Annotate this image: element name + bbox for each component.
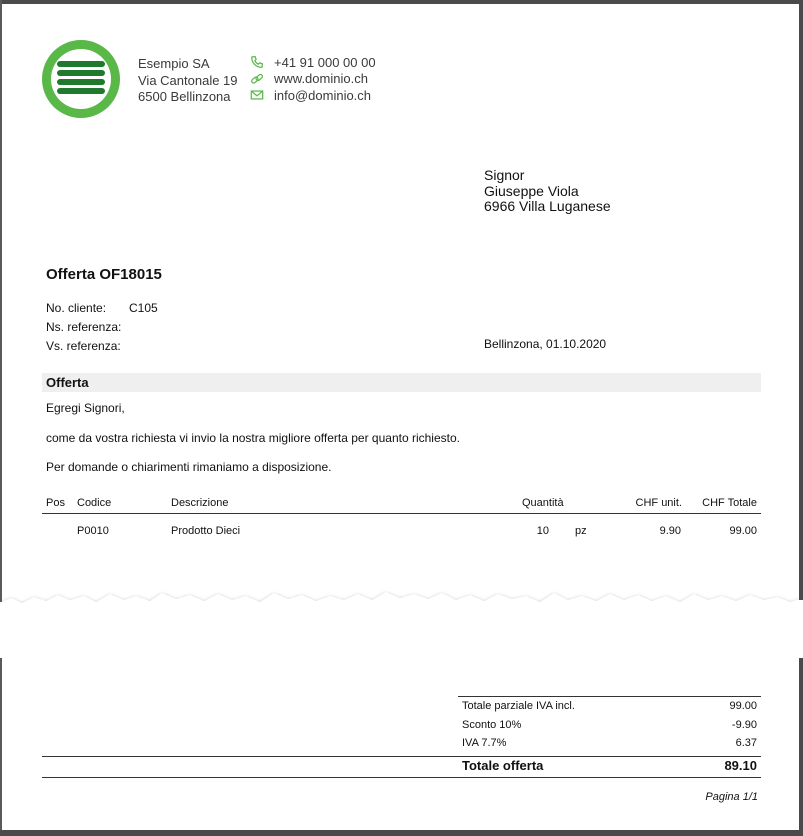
recipient-address [484, 168, 611, 215]
grand-total-label: Totale offerta [462, 758, 544, 773]
items-table-header [42, 497, 761, 514]
contact-email[interactable] [250, 87, 376, 104]
col-header-pos: Pos [46, 497, 65, 509]
cell-unit: pz [575, 525, 587, 537]
table-row [42, 525, 761, 541]
meta-label: Ns. referenza: [46, 320, 122, 334]
totals-row [458, 734, 761, 753]
col-header-total: CHF Totale [702, 497, 757, 509]
totals-row [458, 716, 761, 735]
document-date: Bellinzona, 01.10.2020 [484, 337, 607, 351]
contact-phone [250, 54, 376, 71]
totals-table [458, 696, 761, 753]
recipient-name: Giuseppe Viola [484, 182, 579, 199]
contact-website[interactable] [250, 71, 376, 88]
envelope-icon [250, 88, 264, 102]
meta-row [46, 299, 158, 318]
recipient-city: 6966 Villa Luganese [484, 198, 611, 214]
window-frame-right [799, 0, 803, 836]
contact-email-text: info@dominio.ch [274, 87, 372, 103]
grand-total-value: 89.10 [724, 758, 757, 773]
paragraph: come da vostra richiesta vi invio la nostra migliore offerta per quanto richiesto. [46, 431, 460, 445]
window-frame-bottom [0, 830, 803, 836]
cell-code: P0010 [77, 525, 109, 537]
company-name: Esempio SA [138, 56, 210, 71]
torn-page-separator [0, 578, 803, 658]
cell-description: Prodotto Dieci [171, 525, 241, 537]
recipient-salutation: Signor [484, 167, 525, 183]
paragraph: Per domande o chiarimenti rimaniamo a disposizione. [46, 460, 332, 474]
meta-value: C105 [129, 301, 158, 315]
col-header-description: Descrizione [171, 497, 229, 509]
totals-row [458, 697, 761, 716]
meta-label: Vs. referenza: [46, 339, 121, 353]
cell-total: 99.00 [729, 525, 757, 537]
contact-phone-text: +41 91 000 00 00 [274, 54, 376, 70]
section-title: Offerta [46, 375, 89, 390]
phone-icon [250, 55, 264, 69]
company-logo [42, 40, 120, 118]
meta-row [46, 318, 158, 337]
col-header-quantity: Quantità [522, 497, 564, 509]
window-frame-top [0, 0, 803, 4]
totals-label: IVA 7.7% [462, 737, 507, 749]
page-number: Pagina 1/1 [705, 791, 758, 803]
company-address [138, 56, 238, 106]
company-contacts [250, 54, 376, 104]
totals-label: Totale parziale IVA incl. [462, 700, 575, 712]
cell-unit-price: 9.90 [659, 525, 681, 537]
totals-value: -9.90 [731, 718, 757, 731]
totals-value: 99.00 [729, 700, 757, 712]
section-header-bar [42, 373, 761, 392]
contact-website-text: www.dominio.ch [274, 71, 368, 87]
document-meta [46, 299, 158, 356]
document-title: Offerta OF18015 [46, 266, 162, 283]
company-city: 6500 Bellinzona [138, 89, 231, 104]
col-header-unit-price: CHF unit. [635, 497, 682, 509]
meta-row [46, 337, 158, 356]
link-icon [250, 72, 264, 86]
totals-label: Sconto 10% [462, 718, 522, 731]
cell-quantity: 10 [536, 525, 549, 537]
col-header-code: Codice [77, 497, 112, 509]
company-street: Via Cantonale 19 [138, 72, 238, 88]
meta-label: No. cliente: [46, 301, 107, 315]
totals-value: 6.37 [735, 737, 757, 749]
grand-total-rule [42, 756, 761, 778]
greeting: Egregi Signori, [46, 401, 125, 415]
window-frame-left [0, 0, 2, 836]
